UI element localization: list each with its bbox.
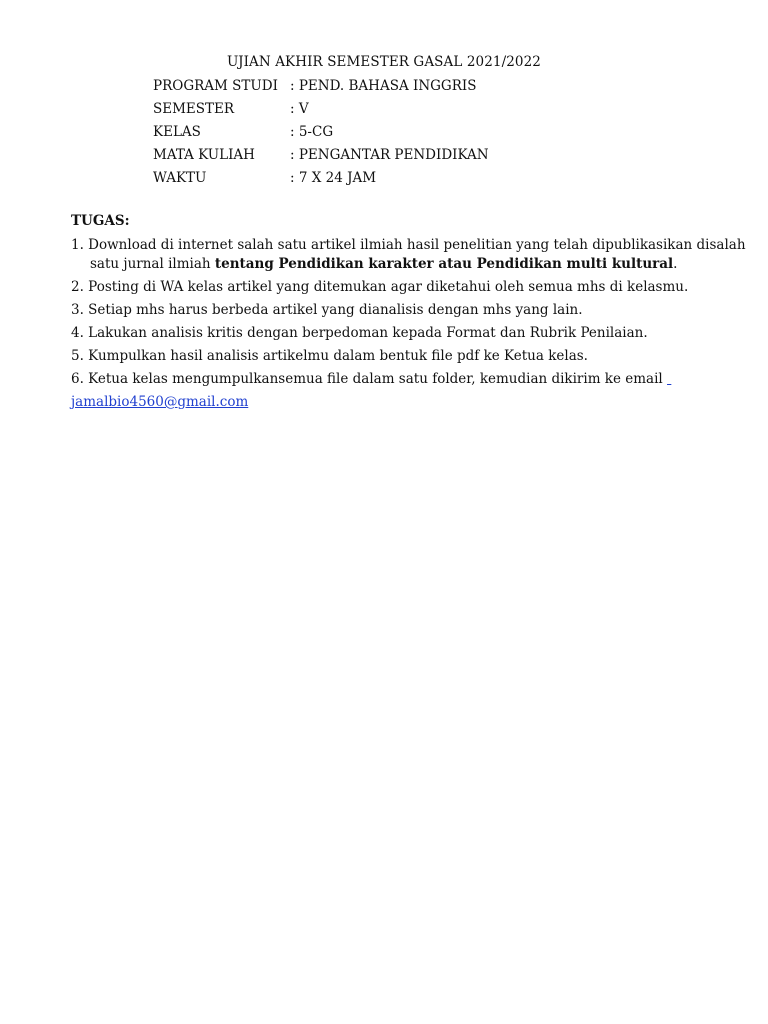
info-value: : PENGANTAR PENDIDIKAN	[290, 147, 489, 163]
task-text-end: .	[673, 256, 678, 272]
task-item-6	[71, 370, 711, 389]
info-row-kelas	[153, 123, 489, 146]
course-info-table	[153, 77, 489, 192]
task-text: 6. Ketua kelas mengumpulkansemua file dalam satu folder, kemudian dikirim ke email	[71, 371, 663, 387]
info-label: SEMESTER	[153, 101, 235, 117]
info-value: : 5-CG	[290, 124, 334, 140]
task-emphasis: tentang Pendidikan karakter atau Pendidikan multi kultural	[214, 256, 674, 272]
info-label: MATA KULIAH	[153, 147, 255, 163]
task-text: satu jurnal ilmiah	[90, 256, 215, 272]
task-item-4: 4. Lakukan analisis kritis dengan berpedoman kepada Format dan Rubrik Penilaian.	[71, 325, 648, 341]
task-item-3: 3. Setiap mhs harus berbeda artikel yang dianalisis dengan mhs yang lain.	[71, 302, 583, 318]
info-value: : V	[290, 101, 309, 117]
info-row-program-studi	[153, 77, 489, 100]
email-link-trailing-space[interactable]	[667, 371, 671, 387]
email-link[interactable]: jamalbio4560@gmail.com	[71, 394, 249, 410]
info-label: WAKTU	[153, 170, 207, 186]
task-list	[71, 236, 746, 416]
info-value: : PEND. BAHASA INGGRIS	[290, 78, 477, 94]
task-item-5: 5. Kumpulkan hasil analisis artikelmu dalam bentuk file pdf ke Ketua kelas.	[71, 348, 588, 364]
task-item-1	[71, 236, 746, 274]
info-row-semester	[153, 100, 489, 123]
tasks-heading: TUGAS:	[71, 213, 130, 229]
info-row-waktu	[153, 169, 489, 192]
task-item-2: 2. Posting di WA kelas artikel yang ditemukan agar diketahui oleh semua mhs di kelasmu.	[71, 279, 689, 295]
email-line	[71, 393, 711, 412]
task-continuation	[71, 255, 711, 274]
task-text: 1. Download di internet salah satu artikel ilmiah hasil penelitian yang telah dipublikasikan disalah	[71, 237, 746, 253]
info-label: KELAS	[153, 124, 201, 140]
info-row-mata-kuliah	[153, 146, 489, 169]
info-value: : 7 X 24 JAM	[290, 170, 377, 186]
info-label: PROGRAM STUDI	[153, 78, 278, 94]
page-title: UJIAN AKHIR SEMESTER GASAL 2021/2022	[226, 54, 541, 70]
